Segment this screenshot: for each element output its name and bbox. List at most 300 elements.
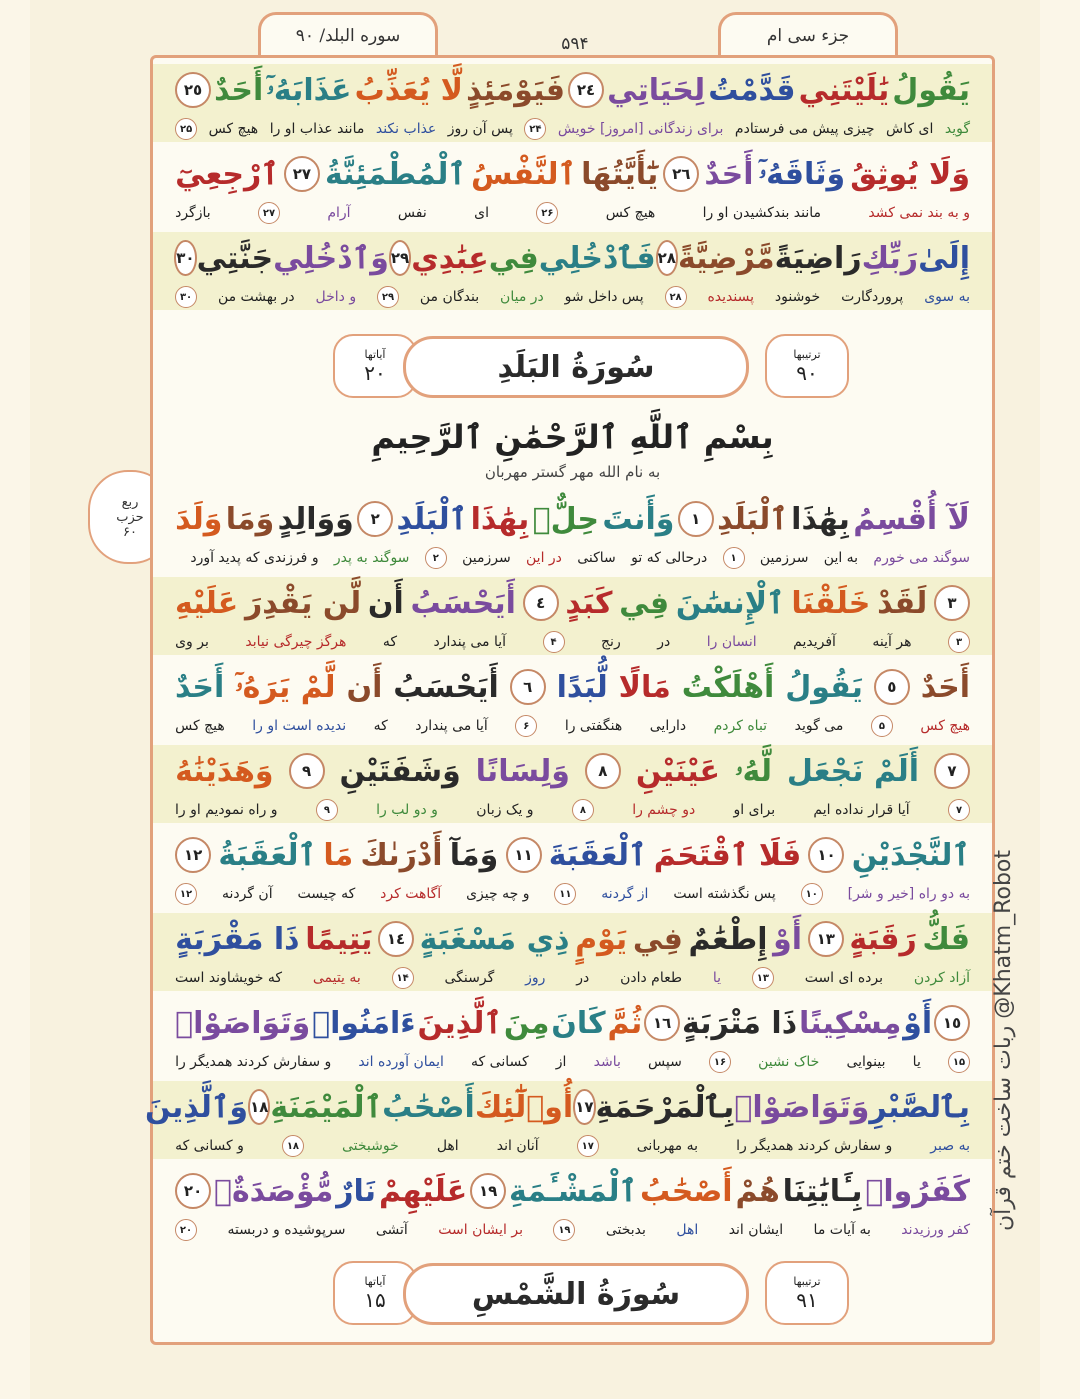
translation-word: پس داخل شو (564, 289, 644, 305)
translation-word: بازگرد (175, 205, 211, 221)
verse-number-marker: ١٩ (470, 1173, 506, 1209)
translation-word: و یک زبان (476, 802, 534, 818)
arabic-word: أَحَدٌ (920, 669, 970, 705)
translation-word: بینوایی (846, 1054, 886, 1070)
arabic-word: فَلَا ٱقْتَحَمَ (653, 837, 802, 873)
translation-word: درحالی که تو (631, 550, 708, 566)
translation-line (153, 1049, 992, 1075)
translation-word: و دو لب را (376, 802, 438, 818)
arabic-word: وَلِسَانًا (475, 753, 570, 789)
arabic-line (153, 232, 992, 284)
arabic-word: وَثَاقَهُۥٓ (758, 156, 846, 192)
translation-word: آزاد کردن (913, 970, 970, 986)
verse-row (153, 745, 992, 823)
quran-page (30, 0, 1040, 1399)
verse-number-marker: ١٣ (808, 921, 844, 957)
verse-number-marker-small: ۱۲ (175, 883, 197, 905)
arabic-word: أُو۟لَٰٓئِكَ (474, 1089, 574, 1125)
translation-word: تباه کردم (713, 718, 768, 734)
translation-word: پس آن روز (447, 121, 513, 137)
arabic-word: أَهْلَكْتُ (681, 669, 775, 705)
arabic-word: فِي (488, 240, 539, 276)
arabic-word: لَآ أُقْسِمُ (853, 501, 970, 537)
arabic-word: فِي (632, 921, 683, 957)
arabic-word: أَوْ (773, 921, 803, 957)
order-label: ترتیبها (793, 347, 821, 361)
translation-word: روز (525, 970, 546, 986)
translation-word: ساکنی (577, 550, 616, 566)
translation-word: پس نگذشته است (673, 886, 776, 902)
verse-row (144, 1081, 992, 1159)
arabic-word: أَيَحْسَبُ (393, 669, 499, 705)
translation-word: به دو راه [خیر و شر] (847, 886, 970, 902)
arabic-word: ذَا مَقْرَبَةٍ (175, 921, 300, 957)
arabic-word: وَٱدْخُلِي (273, 240, 389, 276)
verse-number-marker: ١٧ (573, 1089, 595, 1125)
translation-word: که چیست (297, 886, 356, 902)
verse-number-marker-small: ۵ (871, 715, 893, 737)
arabic-line (153, 829, 992, 881)
arabic-word: عَذَابَهُۥٓ (266, 72, 352, 108)
translation-word: پروردگارت (841, 289, 904, 305)
arabic-word: أَحَدٌ (704, 156, 754, 192)
verse-number-marker: ٢٤ (568, 72, 604, 108)
translation-word: ایمان آورده اند (358, 1054, 444, 1070)
arabic-word: لَّهُۥ (735, 753, 772, 789)
arabic-word: ءَامَنُوا۟ (312, 1005, 416, 1041)
translation-word: که (382, 634, 398, 650)
verse-row (153, 148, 992, 226)
translation-word: خاک نشین (758, 1054, 820, 1070)
arabic-word: جَنَّتِي (196, 240, 274, 276)
ayat-value: ۲۰ (364, 360, 386, 385)
basmala: بِسْمِ ٱللَّهِ ٱلرَّحْمَٰنِ ٱلرَّحِيمِ (371, 418, 774, 456)
verse-number-marker-small: ۲۹ (377, 286, 399, 308)
translation-line (153, 1217, 992, 1243)
arabic-word: ٱلَّذِينَ (417, 1005, 502, 1041)
arabic-word: أَحَدٌ (214, 72, 264, 108)
surah-label: سوره البلد/ ۹۰ (295, 25, 401, 46)
hizb-line2: حزب (116, 509, 144, 525)
translation-word: به این (823, 550, 859, 566)
arabic-word: رَاضِيَةً (774, 240, 862, 276)
translation-word: در بهشت من (217, 289, 295, 305)
translation-word: برای زندگانی [امروز] خویش (557, 121, 724, 137)
translation-line (153, 200, 992, 226)
arabic-word: قَدَّمْتُ (708, 72, 796, 108)
translation-word: سوگند می خورم (873, 550, 970, 566)
translation-word: به آیات ما (813, 1222, 871, 1238)
arabic-word: مَالًا (618, 669, 671, 705)
arabic-word: ٱلْمَيْمَنَةِ (270, 1089, 383, 1125)
verse-row (153, 577, 992, 655)
translation-word: از (555, 1054, 567, 1070)
hizb-line3: ۶۰ (123, 524, 137, 540)
translation-word: کفر ورزیدند (901, 1222, 970, 1238)
translation-word: کسانی که (471, 1054, 529, 1070)
translation-word: و داخل (315, 289, 357, 305)
verse-number-marker: ١٥ (934, 1005, 970, 1041)
translation-word: آرام (327, 205, 351, 221)
arabic-line (153, 745, 992, 797)
translation-word: در این (526, 550, 562, 566)
arabic-line (153, 913, 992, 965)
basmala-translation: به نام الله مهر گستر مهربان (484, 463, 661, 481)
verse-number-marker: ٢٧ (284, 156, 320, 192)
translation-word: در (657, 634, 671, 650)
arabic-word: إِلَىٰ (918, 240, 970, 276)
text-frame (144, 55, 995, 1345)
verse-number-marker-small: ۸ (572, 799, 594, 821)
translation-word: مانند بندکشیدن او را (702, 205, 822, 221)
translation-word: بر ایشان است (438, 1222, 523, 1238)
translation-word: آتشی (375, 1222, 408, 1238)
translation-word: هنگفتی را (564, 718, 623, 734)
arabic-word: فَٱدْخُلِي (538, 240, 656, 276)
ayat-value: ۱۵ (364, 1287, 386, 1312)
translation-word: ایشان اند (728, 1222, 784, 1238)
translation-word: و سفارش کردند همدیگر را (736, 1138, 893, 1154)
arabic-word: مَّرْضِيَّةً (677, 240, 775, 276)
arabic-word: رَبِّكِ (861, 240, 919, 276)
arabic-word: لِحَيَاتِي (607, 72, 706, 108)
arabic-word: أَصْحَٰبُ (382, 1089, 475, 1125)
arabic-word: عِبَٰدِي (411, 240, 489, 276)
hizb-line1: ربع (121, 494, 139, 510)
order-value: ۹۱ (796, 1287, 818, 1312)
arabic-word: بِٱلصَّبْرِ (869, 1089, 970, 1125)
arabic-word: فَكُّ (922, 921, 970, 957)
arabic-word: وَتَوَاصَوْا۟ (175, 1005, 311, 1041)
translation-word: در میان (500, 289, 544, 305)
arabic-word: كَبَدٍ (565, 585, 613, 621)
verse-row (153, 64, 992, 142)
arabic-word: لَّن يَقْدِرَ (244, 585, 362, 621)
arabic-line (153, 577, 992, 629)
arabic-word: يَوْمٍ (575, 921, 628, 957)
translation-word: و راه نمودیم او را (175, 802, 278, 818)
translation-word: دو چشم را (632, 802, 696, 818)
arabic-word: أَحَدٌ (175, 669, 225, 705)
translation-word: نفس (397, 205, 427, 221)
translation-word: ای (474, 205, 489, 221)
arabic-line (153, 661, 992, 713)
arabic-word: وَتَوَاصَوْا۟ (734, 1089, 870, 1125)
arabic-word: ٱلْمُطْمَئِنَّةُ (324, 156, 466, 192)
verse-number-marker: ٨ (585, 753, 621, 789)
surah-tab (258, 12, 438, 56)
arabic-word: أَصْحَٰبُ (639, 1173, 733, 1209)
arabic-word: ٱلْبَلَدِ (396, 501, 468, 537)
arabic-word: ذِي مَسْغَبَةٍ (419, 921, 570, 957)
arabic-word: عَيْنَيْنِ (635, 753, 721, 789)
arabic-word: كَانَ (551, 1005, 606, 1041)
translation-word: به یتیمی (312, 970, 361, 986)
translation-word: باشد (593, 1054, 621, 1070)
arabic-word: لَقَدْ (877, 585, 928, 621)
verse-number-marker-small: ۲۶ (536, 202, 558, 224)
arabic-word: مِنَ (503, 1005, 550, 1041)
verse-number-marker-small: ۲۸ (665, 286, 687, 308)
translation-word: بدبختی (605, 1222, 646, 1238)
verse-number-marker: ٢٨ (656, 240, 678, 276)
arabic-word: حِلٌّۢ (532, 501, 600, 537)
verse-number-marker: ٢٩ (389, 240, 411, 276)
translation-line (153, 629, 992, 655)
arabic-word: وَمَا (225, 501, 275, 537)
arabic-line (144, 1081, 992, 1133)
verse-number-marker-small: ۲۵ (175, 118, 197, 140)
verse-number-marker: ١١ (506, 837, 542, 873)
verse-number-marker-small: ۱۳ (752, 967, 774, 989)
translation-line (153, 116, 992, 142)
verse-number-marker-small: ۴ (543, 631, 565, 653)
translation-word: سپس (648, 1054, 682, 1070)
arabic-word: مَا (323, 837, 354, 873)
translation-word: هیچ کس (208, 121, 259, 137)
arabic-word: أَن (346, 669, 383, 705)
arabic-word: لَّا يُعَذِّبُ (354, 72, 464, 108)
translation-line (153, 1133, 992, 1159)
order-label: ترتیبها (793, 1274, 821, 1288)
arabic-word: فَيَوْمَئِذٍ (466, 72, 565, 108)
translation-word: و چه چیزی (466, 886, 530, 902)
arabic-word: أَيَحْسَبُ (410, 585, 516, 621)
translation-word: رنج (601, 634, 621, 650)
translation-word: هر آینه (872, 634, 912, 650)
verse-number-marker-small: ۱۹ (553, 1219, 575, 1241)
verse-number-marker: ٤ (523, 585, 559, 621)
translation-word: و سفارش کردند همدیگر را (175, 1054, 332, 1070)
arabic-word: وَأَنتَ (602, 501, 675, 537)
order-box (765, 1261, 849, 1325)
verse-number-marker-small: ۱۵ (948, 1051, 970, 1073)
translation-word: به صبر (930, 1138, 970, 1154)
arabic-line (153, 1165, 992, 1217)
translation-word: طعام دادن (620, 970, 682, 986)
translation-word: آن گردنه (221, 886, 273, 902)
translation-word: خوشبختی (341, 1138, 399, 1154)
translation-word: چیزی پیش می فرستادم (734, 121, 875, 137)
ayat-label: آیاتها (364, 1274, 386, 1288)
arabic-word: مِسْكِينًا (799, 1005, 902, 1041)
translation-line (153, 545, 992, 571)
arabic-word: خَلَقْنَا (791, 585, 871, 621)
translation-word: به سوی (924, 289, 970, 305)
translation-word: ای کاش (886, 121, 934, 137)
arabic-word: وَشَفَتَيْنِ (339, 753, 461, 789)
watermark-text: ربات ساخت ختم قرآن @Khatm_Robot (990, 849, 1016, 1231)
verse-number-marker-small: ۱۴ (392, 967, 414, 989)
translation-word: که (373, 718, 388, 734)
translation-word: خوشنود (774, 289, 821, 305)
arabic-line (153, 997, 992, 1049)
translation-word: اهل (676, 1222, 699, 1238)
arabic-word: إِطْعَٰمٌ (688, 921, 768, 957)
arabic-word: ٱلنَّجْدَيْنِ (851, 837, 970, 873)
translation-word: برده ای است (804, 970, 884, 986)
arabic-word: ٱلْبَلَدِ (717, 501, 788, 537)
verse-number-marker-small: ۳ (948, 631, 970, 653)
translation-word: ندیده است او را (252, 718, 347, 734)
arabic-word: بِٱلْمَرْحَمَةِ (595, 1089, 735, 1125)
translation-line (153, 284, 992, 310)
translation-word: برای او (733, 802, 776, 818)
verse-number-marker: ٢٦ (663, 156, 699, 192)
translation-word: آنان اند (496, 1138, 539, 1154)
translation-word: هیچ کس (175, 718, 225, 734)
arabic-word: ٱرْجِعِيٓ (175, 156, 279, 192)
translation-word: اهل (436, 1138, 459, 1154)
verse-number-marker-small: ۳۰ (175, 286, 197, 308)
arabic-word: ٱلْمَشْـَٔمَةِ (509, 1173, 638, 1209)
verse-number-marker: ٦ (510, 669, 546, 705)
translation-line (153, 881, 992, 907)
arabic-word: ثُمَّ (607, 1005, 643, 1041)
arabic-word: ذَا مَتْرَبَةٍ (682, 1005, 798, 1041)
verse-number-marker-small: ۱۸ (282, 1135, 304, 1157)
translation-word: پسندیده (707, 289, 754, 305)
verse-row (153, 829, 992, 907)
arabic-word: ٱلْعَقَبَةَ (548, 837, 647, 873)
translation-line (153, 797, 992, 823)
verse-number-marker: ١٠ (808, 837, 844, 873)
verse-number-marker-small: ۱۰ (801, 883, 823, 905)
verse-number-marker: ١٢ (175, 837, 211, 873)
arabic-word: يَتِيمًا (305, 921, 373, 957)
translation-word: مانند عذاب او را (269, 121, 365, 137)
translation-word: انسان را (706, 634, 757, 650)
verse-number-marker: ٢ (357, 501, 393, 537)
translation-word: یا (712, 970, 722, 986)
translation-word: و به بند نمی کشد (868, 205, 970, 221)
arabic-word: عَلَيْهِ (175, 585, 239, 621)
verse-row (153, 1165, 992, 1243)
verse-number-marker: ٣٠ (174, 240, 196, 276)
arabic-word: ٱلْعَقَبَةُ (218, 837, 317, 873)
translation-word: هیچ کس (605, 205, 656, 221)
arabic-word: وَوَالِدٍ (277, 501, 354, 537)
verse-number-marker-small: ۲۴ (524, 118, 546, 140)
verse-number-marker-small: ۱۱ (554, 883, 576, 905)
arabic-word: لُّبَدًا (556, 669, 608, 705)
verse-row (153, 661, 992, 739)
translation-word: در (576, 970, 590, 986)
watermark (968, 849, 1038, 1231)
verse-number-marker: ١ (678, 501, 714, 537)
arabic-word: أَن (367, 585, 404, 621)
arabic-word: مُّؤْصَدَةٌۢ (213, 1173, 334, 1209)
arabic-word: لَّمْ يَرَهُۥٓ (235, 669, 336, 705)
arabic-word: ٱلْإِنسَٰنَ (675, 585, 785, 621)
arabic-line (153, 493, 992, 545)
translation-line (153, 965, 992, 991)
translation-word: یا (912, 1054, 921, 1070)
ayat-label: آیاتها (364, 347, 386, 361)
surah-banner-shams (153, 1253, 992, 1333)
translation-word: آیا قرار نداده ایم (813, 802, 910, 818)
surah-banner-balad (153, 326, 992, 406)
translation-word: آفریدیم (793, 634, 836, 650)
translation-word: که خویشاوند است (175, 970, 282, 986)
translation-word: از گردنه (601, 886, 649, 902)
translation-word: و کسانی که (175, 1138, 244, 1154)
arabic-word: بِهَٰذَا (791, 501, 850, 537)
translation-word: آگاهت کرد (380, 886, 442, 902)
verse-number-marker-small: ۲۰ (175, 1219, 197, 1241)
verse-number-marker: ١٨ (248, 1089, 270, 1125)
arabic-word: ٱلنَّفْسُ (471, 156, 577, 192)
juz-label: جزء سی ام (766, 25, 850, 46)
verse-number-marker-small: ۲۷ (258, 202, 280, 224)
arabic-word: وَلَدَ (175, 501, 223, 537)
order-box (765, 334, 849, 398)
arabic-word: نَارٌ (336, 1173, 377, 1209)
translation-word: هرگز چیرگی نیابد (245, 634, 347, 650)
translation-word: عذاب نکند (375, 121, 437, 137)
translation-word: می گوید (794, 718, 844, 734)
verse-number-marker: ٢٥ (175, 72, 211, 108)
translation-word: آیا می پندارد (433, 634, 507, 650)
surah-title: سُورَةُ البَلَدِ (403, 336, 749, 398)
juz-tab (718, 12, 898, 56)
arabic-word: عَلَيْهِمْ (378, 1173, 468, 1209)
arabic-word: وَلَا يُوثِقُ (850, 156, 970, 192)
translation-word: آیا می پندارد (415, 718, 488, 734)
translation-word: به مهربانی (636, 1138, 699, 1154)
arabic-word: بِـَٔايَٰتِنَا (782, 1173, 863, 1209)
verse-number-marker-small: ۹ (316, 799, 338, 821)
arabic-word: يَٰٓأَيَّتُهَا (581, 156, 659, 192)
translation-word: بندگان من (419, 289, 480, 305)
verse-row (153, 997, 992, 1075)
verse-number-marker-small: ۶ (515, 715, 537, 737)
translation-word: سوگند به پدر (333, 550, 410, 566)
arabic-word: يَقُولُ (785, 669, 863, 705)
translation-word: سرزمین (462, 550, 511, 566)
surah-title: سُورَةُ الشَّمْسِ (403, 1263, 749, 1325)
verse-row (153, 493, 992, 571)
page-number: ۵۹۴ (561, 34, 589, 54)
verse-number-marker-small: ۷ (948, 799, 970, 821)
arabic-word: وَٱلَّذِينَ (144, 1089, 249, 1125)
verse-row (153, 913, 992, 991)
translation-word: بر وی (175, 634, 209, 650)
arabic-word: أَلَمْ نَجْعَل (786, 753, 920, 789)
verse-number-marker-small: ۱ (723, 547, 745, 569)
verse-number-marker: ١٦ (644, 1005, 680, 1041)
arabic-word: أَدْرَىٰكَ (360, 837, 443, 873)
verse-number-marker-small: ۱۷ (577, 1135, 599, 1157)
translation-word: هیچ کس (920, 718, 970, 734)
verse-number-marker: ٥ (874, 669, 910, 705)
translation-word: و فرزندی که پدید آورد (190, 550, 319, 566)
arabic-word: رَقَبَةٍ (849, 921, 917, 957)
verse-number-marker-small: ۱۶ (709, 1051, 731, 1073)
arabic-word: وَمَآ (449, 837, 499, 873)
verse-number-marker: ١٤ (378, 921, 414, 957)
arabic-word: هُمْ (735, 1173, 780, 1209)
arabic-word: يَقُولُ (892, 72, 970, 108)
verse-number-marker: ٣ (934, 585, 970, 621)
translation-word: سرپوشیده و دربسته (227, 1222, 346, 1238)
verse-row (153, 232, 992, 310)
arabic-word: يَٰلَيْتَنِي (798, 72, 890, 108)
translation-word: دارایی (649, 718, 687, 734)
arabic-line (153, 64, 992, 116)
arabic-word: بِهَٰذَا (470, 501, 530, 537)
verse-number-marker: ٩ (289, 753, 325, 789)
